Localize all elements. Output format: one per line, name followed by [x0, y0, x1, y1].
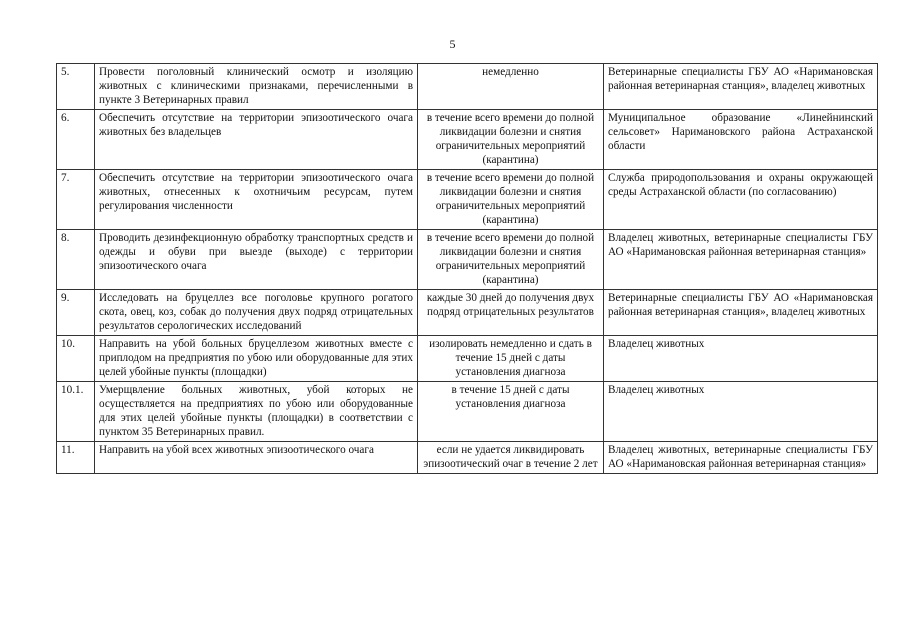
term-cell: в течение всего времени до полной ликвидации болезни и снятия ограничительных мероприятий (карантина) [418, 170, 604, 230]
row-number: 8. [57, 230, 95, 290]
action-cell: Исследовать на бруцеллез все поголовье крупного рогатого скота, овец, коз, собак до получения двух подряд отрицательных результатов серологических исследований [95, 290, 418, 336]
term-cell: в течение всего времени до полной ликвидации болезни и снятия ограничительных мероприятий (карантина) [418, 110, 604, 170]
table-row [57, 290, 878, 336]
responsible-cell: Владелец животных [604, 382, 878, 442]
table-row [57, 110, 878, 170]
action-cell: Провести поголовный клинический осмотр и изоляцию животных с клиническими признаками, перечисленными в пункте 3 Ветеринарных правил [95, 64, 418, 110]
action-cell: Направить на убой больных бруцеллезом животных вместе с приплодом на предприятия по убою или оборудованные для этих целей убойные пункты (площадки) [95, 336, 418, 382]
term-cell: каждые 30 дней до получения двух подряд отрицательных результатов [418, 290, 604, 336]
responsible-cell: Владелец животных, ветеринарные специалисты ГБУ АО «Наримановская районная ветеринарная станция» [604, 442, 878, 474]
action-cell: Проводить дезинфекционную обработку транспортных средств и одежды и обуви при выезде (выходе) с территории эпизоотического очага [95, 230, 418, 290]
table-row [57, 382, 878, 442]
term-cell: немедленно [418, 64, 604, 110]
row-number: 10. [57, 336, 95, 382]
term-cell: изолировать немедленно и сдать в течение 15 дней с даты установления диагноза [418, 336, 604, 382]
action-cell: Обеспечить отсутствие на территории эпизоотического очага животных без владельцев [95, 110, 418, 170]
row-number: 7. [57, 170, 95, 230]
row-number: 10.1. [57, 382, 95, 442]
row-number: 11. [57, 442, 95, 474]
row-number: 5. [57, 64, 95, 110]
table-row [57, 64, 878, 110]
responsible-cell: Ветеринарные специалисты ГБУ АО «Наримановская районная ветеринарная станция», владелец животных [604, 64, 878, 110]
responsible-cell: Владелец животных [604, 336, 878, 382]
table-row [57, 336, 878, 382]
row-number: 9. [57, 290, 95, 336]
action-cell: Направить на убой всех животных эпизоотического очага [95, 442, 418, 474]
term-cell: в течение всего времени до полной ликвидации болезни и снятия ограничительных мероприятий (карантина) [418, 230, 604, 290]
responsible-cell: Владелец животных, ветеринарные специалисты ГБУ АО «Наримановская районная ветеринарная станция» [604, 230, 878, 290]
term-cell: в течение 15 дней с даты установления диагноза [418, 382, 604, 442]
action-cell: Умерщвление больных животных, убой которых не осуществляется на предприятиях по убою или оборудованные для этих целей убойные пункты (площадки) в соответствии с пунктом 35 Ветеринарных правил. [95, 382, 418, 442]
row-number: 6. [57, 110, 95, 170]
table-row [57, 442, 878, 474]
page-number: 5 [449, 37, 456, 51]
action-cell: Обеспечить отсутствие на территории эпизоотического очага животных, отнесенных к охотничьим ресурсам, путем регулирования численности [95, 170, 418, 230]
measures-table [56, 63, 878, 474]
responsible-cell: Муниципальное образование «Линейнинский сельсовет» Наримановского района Астраханской области [604, 110, 878, 170]
term-cell: если не удается ликвидировать эпизоотический очаг в течение 2 лет [418, 442, 604, 474]
responsible-cell: Ветеринарные специалисты ГБУ АО «Наримановская районная ветеринарная станция», владелец животных [604, 290, 878, 336]
table-row [57, 230, 878, 290]
responsible-cell: Служба природопользования и охраны окружающей среды Астраханской области (по согласованию) [604, 170, 878, 230]
table-row [57, 170, 878, 230]
